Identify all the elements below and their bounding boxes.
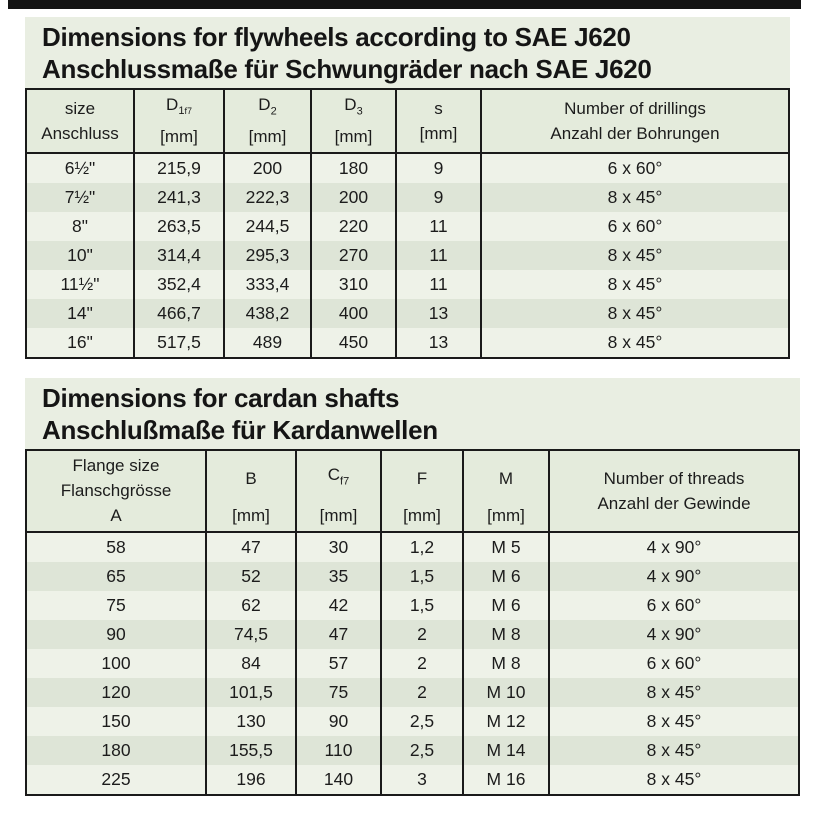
table-cell: 2,5 <box>381 707 463 736</box>
table-cell: 11 <box>396 212 481 241</box>
table-cell: 270 <box>311 241 396 270</box>
flywheels-header-row <box>26 89 789 153</box>
table-cell: 4 x 90° <box>549 562 799 591</box>
table-cell: 200 <box>224 153 311 183</box>
table-cell: M 8 <box>463 620 549 649</box>
table-cell: 7½" <box>26 183 134 212</box>
table-cell: 8 x 45° <box>481 183 789 212</box>
table-cell: 120 <box>26 678 206 707</box>
col-header-d3: $D_3$ [mm] <box>311 89 396 153</box>
table-cell: 333,4 <box>224 270 311 299</box>
col-header-d2: $D_2$ [mm] <box>224 89 311 153</box>
table-cell: 6½" <box>26 153 134 183</box>
table-cell: 8 x 45° <box>481 241 789 270</box>
table-cell: 155,5 <box>206 736 296 765</box>
table-cell: 4 x 90° <box>549 620 799 649</box>
table-cell: 9 <box>396 153 481 183</box>
table-cell: M 6 <box>463 591 549 620</box>
table-cell: 295,3 <box>224 241 311 270</box>
table-cell: 47 <box>296 620 381 649</box>
table-row <box>26 532 799 562</box>
table-cell: 180 <box>26 736 206 765</box>
table-cell: 47 <box>206 532 296 562</box>
table-cell: 11 <box>396 270 481 299</box>
table-cell: 2 <box>381 620 463 649</box>
cardan-header-row <box>26 450 799 532</box>
col-header-b: B [mm] <box>206 450 296 532</box>
table-cell: M 14 <box>463 736 549 765</box>
table-cell: 200 <box>311 183 396 212</box>
table-row <box>26 765 799 795</box>
table-row <box>26 212 789 241</box>
table-cell: 180 <box>311 153 396 183</box>
col-header-d1: $D_{1f7}$ [mm] <box>134 89 224 153</box>
table-cell: 352,4 <box>134 270 224 299</box>
table-row <box>26 562 799 591</box>
table-cell: M 5 <box>463 532 549 562</box>
table-cell: 438,2 <box>224 299 311 328</box>
table-row <box>26 183 789 212</box>
flywheels-title <box>25 17 790 88</box>
table-cell: 263,5 <box>134 212 224 241</box>
table-cell: 2 <box>381 649 463 678</box>
table-row <box>26 591 799 620</box>
col-header-s: s [mm] <box>396 89 481 153</box>
table-cell: 196 <box>206 765 296 795</box>
table-cell: 42 <box>296 591 381 620</box>
table-cell: M 8 <box>463 649 549 678</box>
table-cell: 8 x 45° <box>481 328 789 358</box>
table-cell: 101,5 <box>206 678 296 707</box>
table-cell: 110 <box>296 736 381 765</box>
table-cell: M 6 <box>463 562 549 591</box>
table-cell: 215,9 <box>134 153 224 183</box>
table-cell: 90 <box>26 620 206 649</box>
table-cell: 62 <box>206 591 296 620</box>
table-cell: 14" <box>26 299 134 328</box>
table-cell: 6 x 60° <box>481 212 789 241</box>
table-cell: 9 <box>396 183 481 212</box>
table-cell: 310 <box>311 270 396 299</box>
table-row <box>26 328 789 358</box>
cardan-title <box>25 378 800 449</box>
table-cell: 11½" <box>26 270 134 299</box>
table-cell: 8 x 45° <box>549 765 799 795</box>
table-cell: 489 <box>224 328 311 358</box>
table-row <box>26 299 789 328</box>
table-cell: 30 <box>296 532 381 562</box>
table-row <box>26 270 789 299</box>
table-cell: 35 <box>296 562 381 591</box>
cardan-title-en: Dimensions for cardan shafts <box>42 383 400 413</box>
table-cell: 58 <box>26 532 206 562</box>
table-cell: 6 x 60° <box>481 153 789 183</box>
table-cell: M 10 <box>463 678 549 707</box>
flywheels-title-en: Dimensions for flywheels according to SAE J620 <box>42 22 631 52</box>
col-header-threads: Number of threads Anzahl der Gewinde <box>549 450 799 532</box>
table-cell: 222,3 <box>224 183 311 212</box>
table-cell: 140 <box>296 765 381 795</box>
table-cell: 16" <box>26 328 134 358</box>
table-cell: 8 x 45° <box>549 736 799 765</box>
table-cell: M 16 <box>463 765 549 795</box>
table-cell: 8" <box>26 212 134 241</box>
flywheels-title-de: Anschlussmaße für Schwungräder nach SAE J620 <box>42 54 652 84</box>
table-cell: 10" <box>26 241 134 270</box>
table-cell: 225 <box>26 765 206 795</box>
table-cell: 1,2 <box>381 532 463 562</box>
table-row <box>26 707 799 736</box>
table-cell: 100 <box>26 649 206 678</box>
col-header-size: size Anschluss <box>26 89 134 153</box>
table-cell: 75 <box>296 678 381 707</box>
table-cell: 4 x 90° <box>549 532 799 562</box>
cardan-title-de: Anschlußmaße für Kardanwellen <box>42 415 438 445</box>
table-cell: 241,3 <box>134 183 224 212</box>
table-cell: 52 <box>206 562 296 591</box>
table-cell: 130 <box>206 707 296 736</box>
table-cell: 65 <box>26 562 206 591</box>
table-cell: 8 x 45° <box>481 270 789 299</box>
table-cell: 57 <box>296 649 381 678</box>
col-header-c: $C_{f7}$ [mm] <box>296 450 381 532</box>
flywheels-section <box>25 17 790 359</box>
col-header-f: F [mm] <box>381 450 463 532</box>
table-cell: 8 x 45° <box>549 678 799 707</box>
cardan-table <box>25 449 800 796</box>
table-cell: 466,7 <box>134 299 224 328</box>
table-cell: 450 <box>311 328 396 358</box>
table-cell: 2 <box>381 678 463 707</box>
col-header-m: M [mm] <box>463 450 549 532</box>
table-cell: 8 x 45° <box>481 299 789 328</box>
table-cell: 6 x 60° <box>549 591 799 620</box>
table-cell: 244,5 <box>224 212 311 241</box>
table-row <box>26 241 789 270</box>
table-row <box>26 678 799 707</box>
table-row <box>26 736 799 765</box>
table-cell: 2,5 <box>381 736 463 765</box>
table-cell: 6 x 60° <box>549 649 799 678</box>
table-row <box>26 620 799 649</box>
table-cell: 74,5 <box>206 620 296 649</box>
table-cell: M 12 <box>463 707 549 736</box>
table-cell: 220 <box>311 212 396 241</box>
table-cell: 314,4 <box>134 241 224 270</box>
table-cell: 75 <box>26 591 206 620</box>
table-cell: 1,5 <box>381 562 463 591</box>
table-cell: 8 x 45° <box>549 707 799 736</box>
table-cell: 1,5 <box>381 591 463 620</box>
table-cell: 84 <box>206 649 296 678</box>
table-cell: 13 <box>396 299 481 328</box>
table-cell: 13 <box>396 328 481 358</box>
table-cell: 400 <box>311 299 396 328</box>
flywheels-table <box>25 88 790 359</box>
table-cell: 517,5 <box>134 328 224 358</box>
table-cell: 3 <box>381 765 463 795</box>
top-scan-bar <box>8 0 801 9</box>
table-cell: 11 <box>396 241 481 270</box>
col-header-flange: Flange size Flanschgrösse A <box>26 450 206 532</box>
table-cell: 90 <box>296 707 381 736</box>
table-row <box>26 153 789 183</box>
col-header-drillings: Number of drillings Anzahl der Bohrungen <box>481 89 789 153</box>
table-cell: 150 <box>26 707 206 736</box>
cardan-section <box>25 378 800 796</box>
table-row <box>26 649 799 678</box>
